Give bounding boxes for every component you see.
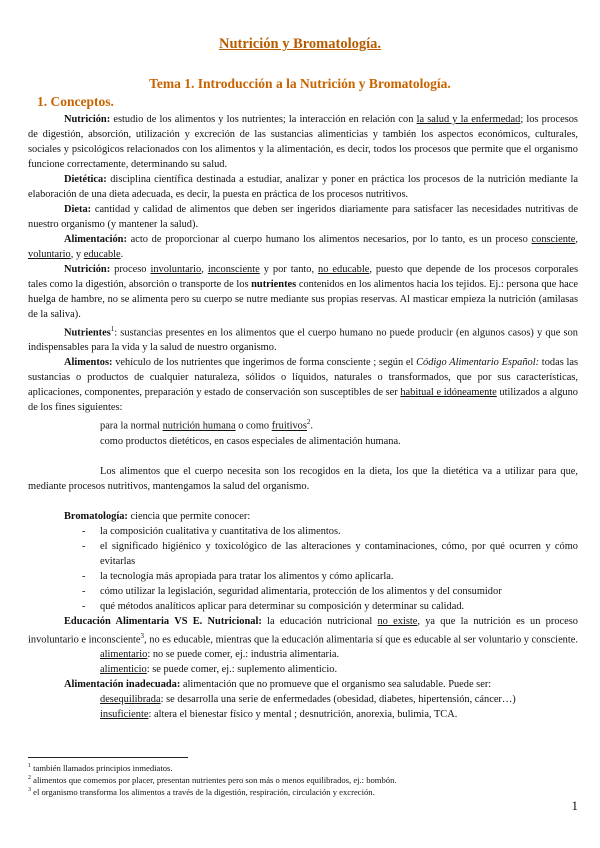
paragraph-educacion: Educación Alimentaria VS E. Nutricional: la educación nutricional no existe, ya que la nutrición es un proceso involuntario e inconsciente$^3$, no es educable, mientras que la educación alimentaria sí que es educable al ser voluntario y consciente. — [28, 615, 578, 646]
term: Dieta: — [64, 204, 92, 215]
inadecuada-item-2: insuficiente: altera el bienestar físico y mental ; desnutrición, anorexia, bulimia, TCA. — [100, 709, 458, 721]
educacion-item-1: alimentario: no se puede comer, ej.: industria alimentaria. — [100, 649, 340, 661]
term: Alimentación inadecuada: — [64, 679, 181, 691]
alimentos-fin-2: como productos dietéticos, en casos especiales de alimentación humana. — [100, 435, 401, 447]
chapter-heading: Tema 1. Introducción a la Nutrición y Bromatología. — [149, 76, 451, 91]
paragraph-dieta: Dieta: cantidad y calidad de alimentos que deben ser ingeridos diariamente para satisfacer las necesidades nutritivas de nuestro organismo (y mantener la salud). — [28, 204, 578, 230]
paragraph-dietetica: Dietética: disciplina científica destinada a estudiar, analizar y poner en práctica los procesos de la nutrición mediante la elaboración de una dieta adecuada, es decir, la puesta en práctica de los procesos nutritivos. — [28, 174, 578, 200]
paragraph-inadecuada: Alimentación inadecuada: alimentación que no promueve que el organismo sea saludable. Puede ser: — [64, 679, 492, 691]
footnote-divider — [28, 757, 188, 758]
paragraph-alimentos: Alimentos: vehículo de los nutrientes que ingerimos de forma consciente ; según el Código Alimentario Español: todas las sustancias o productos de cualquier naturaleza, sólidos o líquidos, naturales o transformados, que por sus características, aplicaciones, componentes, preparación y estado de conservación son susceptibles de ser habitual e idóneamente utilizados a alguno de los fines siguientes: — [28, 357, 578, 414]
list-item: - la composición cualitativa y cuantitativa de los alimentos. — [28, 524, 578, 539]
footnote: $^2$ alimentos que comemos por placer, presentan nutrientes pero son más o menos equilibrados, ej.: bombón. — [28, 774, 397, 785]
list-item: - el significado higiénico y toxicológico de las alteraciones y contaminaciones, cómo, por qué ocurren y cómo evitarlas — [28, 539, 578, 569]
paragraph-nutricion: Nutrición: estudio de los alimentos y los nutrientes; la interacción en relación con la salud y la enfermedad; los procesos de digestión, absorción, utilización y excreción de las sustancias alimenticias y también los aspectos económicos, culturales, sociales y psicológicos relacionados con los alimentos y la alimentación, es decir, todos los procesos que permite que el organismo funcione correctamente, determinando su salud. — [28, 114, 578, 170]
list-item: - qué métodos analíticos aplicar para determinar su composición y determinar su calidad. — [28, 599, 578, 614]
term: Nutrición: — [64, 264, 111, 275]
term: Nutrientes — [64, 327, 111, 339]
footnote-ref: 2 — [306, 418, 311, 427]
educacion-item-2: alimenticio: se puede comer, ej.: suplemento alimenticio. — [100, 664, 338, 676]
term: Nutrición: — [64, 114, 111, 125]
footnote: $^3$ el organismo transforma los alimentos a través de la digestión, respiración, circulación y excreción. — [28, 786, 375, 797]
footnote-ref: 3 — [140, 631, 145, 640]
paragraph-alimentacion: Alimentación: acto de proporcionar al cuerpo humano los alimentos necesarios, por lo tanto, es un proceso consciente, voluntario, y educable. — [28, 234, 578, 260]
term: Alimentación: — [64, 234, 127, 245]
paragraph-bromatologia: Bromatología: ciencia que permite conocer: — [64, 510, 251, 522]
footnote: $^1$ también llamados principios inmediatos. — [28, 762, 173, 773]
list-item: - cómo utilizar la legislación, seguridad alimentaria, protección de los alimentos y del consumidor — [28, 584, 578, 599]
list-item: - la tecnología más apropiada para tratar los alimentos y cómo aplicarla. — [28, 569, 578, 584]
document-title: Nutrición y Bromatología. — [218, 36, 382, 52]
term: Dietética: — [64, 174, 107, 185]
paragraph-alimentos-dieta: Los alimentos que el cuerpo necesita son los recogidos en la dieta, los que la dietética va a utilizar para que, mediante procesos nutritivos, mantengamos la salud del organismo. — [28, 465, 578, 492]
inadecuada-item-1: desequilibrada: se desarrolla una serie de enfermedades (obesidad, diabetes, hipertensión, cáncer…) — [100, 694, 516, 706]
alimentos-fin-1: para la normal nutrición humana o como fruitivos$^2$. — [100, 418, 314, 432]
document-body — [28, 112, 578, 722]
paragraph-nutrientes: Nutrientes$^1$: sustancias presentes en los alimentos que el cuerpo humano no puede producir (en algunos casos) y que son indispensables para la vida y la salud de nuestro organismo. — [28, 325, 578, 354]
paragraph-nutricion-proceso: Nutrición: proceso involuntario, inconsciente y por tanto, no educable, puesto que depende de los procesos corporales tales como la digestión, absorción o transporte de los nutrientes contenidos en los alimentos hacia los tejidos. Ej.: persona que hace huelga de hambre, no se alimenta pero su cuerpo se nutre mediante sus propias reservas. Al masticar empieza la nutrición (amilasas de la saliva). — [28, 264, 579, 320]
section-heading: 1. Conceptos. — [37, 94, 114, 109]
term: Alimentos: — [64, 357, 113, 369]
term: Educación Alimentaria VS E. Nutricional: — [64, 615, 262, 627]
term: Bromatología: — [64, 510, 128, 522]
page-number: 1 — [571, 798, 578, 813]
footnote-ref: 1 — [110, 325, 115, 333]
